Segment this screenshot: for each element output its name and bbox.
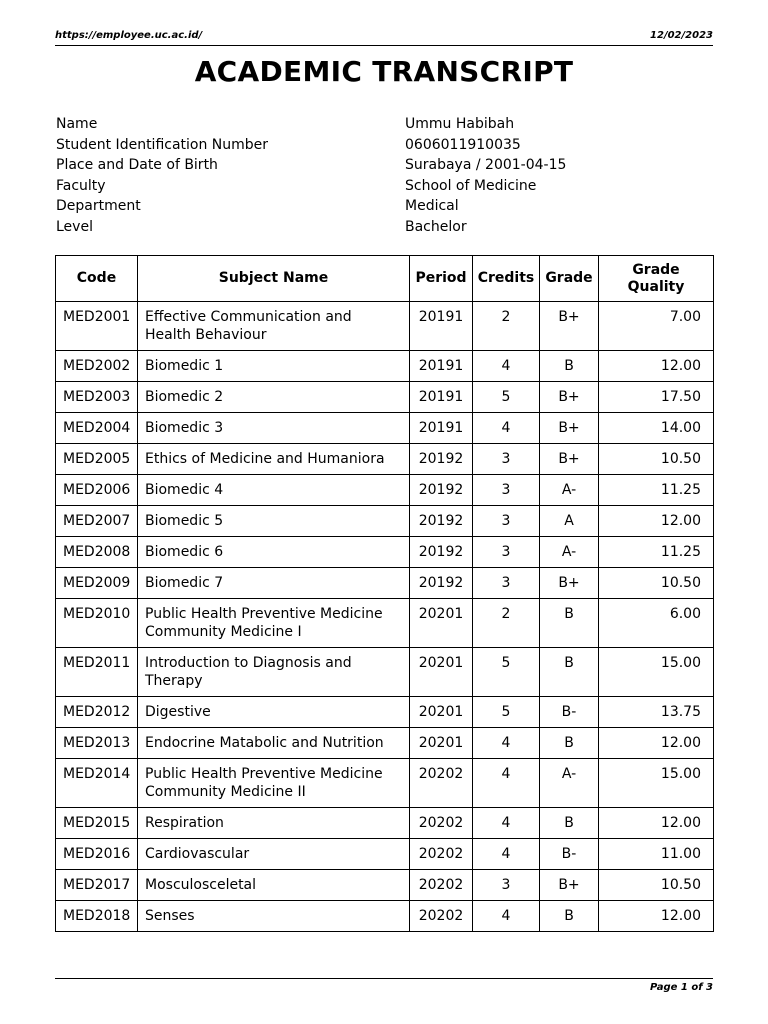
info-value: Ummu Habibah [405, 116, 515, 132]
cell-grade-quality: 12.00 [599, 728, 714, 759]
cell-grade: A- [540, 475, 599, 506]
cell-grade-quality: 12.00 [599, 808, 714, 839]
cell-period: 20201 [410, 728, 473, 759]
cell-code: MED2006 [56, 475, 138, 506]
cell-code: MED2010 [56, 599, 138, 648]
print-date: 12/02/2023 [650, 30, 713, 41]
cell-credits: 3 [473, 506, 540, 537]
cell-grade-quality: 14.00 [599, 413, 714, 444]
info-label: Department [56, 198, 141, 214]
table-row [56, 808, 714, 839]
cell-grade: B- [540, 697, 599, 728]
table-row [56, 382, 714, 413]
cell-subject: Public Health Preventive Medicine Community Medicine II [138, 759, 410, 808]
cell-subject: Biomedic 2 [138, 382, 410, 413]
grades-body [56, 302, 714, 932]
column-header-subject: Subject Name [138, 256, 410, 302]
info-row-name [56, 114, 716, 135]
cell-subject: Senses [138, 901, 410, 932]
cell-period: 20202 [410, 870, 473, 901]
table-row [56, 413, 714, 444]
cell-credits: 3 [473, 537, 540, 568]
page-header [55, 29, 713, 46]
cell-grade: B [540, 901, 599, 932]
cell-subject: Ethics of Medicine and Humaniora [138, 444, 410, 475]
cell-code: MED2004 [56, 413, 138, 444]
cell-code: MED2016 [56, 839, 138, 870]
cell-grade-quality: 10.50 [599, 568, 714, 599]
cell-subject: Mosculosceletal [138, 870, 410, 901]
cell-grade-quality: 10.50 [599, 444, 714, 475]
column-header-grade: Grade [540, 256, 599, 302]
cell-period: 20192 [410, 568, 473, 599]
table-row [56, 728, 714, 759]
table-row [56, 901, 714, 932]
table-row [56, 537, 714, 568]
info-value: 0606011910035 [405, 136, 521, 153]
cell-credits: 4 [473, 901, 540, 932]
cell-credits: 3 [473, 870, 540, 901]
student-info [56, 114, 716, 237]
cell-grade: B+ [540, 568, 599, 599]
cell-grade-quality: 11.25 [599, 475, 714, 506]
cell-code: MED2002 [56, 351, 138, 382]
cell-subject: Respiration [138, 808, 410, 839]
cell-period: 20202 [410, 901, 473, 932]
cell-grade-quality: 17.50 [599, 382, 714, 413]
cell-period: 20202 [410, 808, 473, 839]
cell-code: MED2009 [56, 568, 138, 599]
info-label: Place and Date of Birth [56, 157, 218, 173]
cell-credits: 2 [473, 599, 540, 648]
info-row-faculty [56, 176, 716, 197]
cell-subject: Biomedic 3 [138, 413, 410, 444]
cell-grade-quality: 12.00 [599, 506, 714, 537]
cell-grade: B [540, 808, 599, 839]
info-label: Level [56, 218, 93, 235]
cell-credits: 3 [473, 444, 540, 475]
cell-code: MED2015 [56, 808, 138, 839]
cell-period: 20192 [410, 444, 473, 475]
cell-credits: 4 [473, 759, 540, 808]
table-row [56, 568, 714, 599]
cell-grade-quality: 7.00 [599, 302, 714, 351]
table-header-row [56, 256, 714, 302]
cell-grade: A [540, 506, 599, 537]
cell-grade: B+ [540, 413, 599, 444]
cell-grade-quality: 12.00 [599, 901, 714, 932]
page-url: https://employee.uc.ac.id/ [55, 30, 203, 41]
cell-subject: Digestive [138, 697, 410, 728]
cell-subject: Introduction to Diagnosis and Therapy [138, 648, 410, 697]
cell-credits: 5 [473, 697, 540, 728]
cell-grade-quality: 15.00 [599, 648, 714, 697]
info-row-birth [56, 155, 716, 176]
cell-grade: B+ [540, 302, 599, 351]
cell-period: 20192 [410, 506, 473, 537]
cell-credits: 3 [473, 475, 540, 506]
cell-grade-quality: 13.75 [599, 697, 714, 728]
column-header-code: Code [56, 256, 138, 302]
table-row [56, 648, 714, 697]
info-value: Bachelor [405, 218, 467, 235]
cell-period: 20191 [410, 413, 473, 444]
cell-credits: 4 [473, 728, 540, 759]
cell-grade: B [540, 648, 599, 697]
cell-subject: Public Health Preventive Medicine Community Medicine I [138, 599, 410, 648]
document-title: ACADEMIC TRANSCRIPT [194, 55, 574, 88]
cell-grade-quality: 11.00 [599, 839, 714, 870]
cell-grade-quality: 6.00 [599, 599, 714, 648]
cell-credits: 4 [473, 413, 540, 444]
cell-credits: 3 [473, 568, 540, 599]
column-header-credits: Credits [473, 256, 540, 302]
cell-grade-quality: 12.00 [599, 351, 714, 382]
cell-credits: 5 [473, 648, 540, 697]
cell-credits: 5 [473, 382, 540, 413]
table-row [56, 302, 714, 351]
table-row [56, 599, 714, 648]
info-label: Student Identification Number [56, 136, 269, 153]
page-footer [55, 978, 713, 999]
table-row [56, 870, 714, 901]
cell-grade: B+ [540, 870, 599, 901]
cell-code: MED2008 [56, 537, 138, 568]
info-row-level [56, 217, 716, 238]
cell-subject: Endocrine Matabolic and Nutrition [138, 728, 410, 759]
cell-code: MED2011 [56, 648, 138, 697]
info-label: Faculty [56, 177, 106, 194]
cell-code: MED2007 [56, 506, 138, 537]
cell-code: MED2013 [56, 728, 138, 759]
cell-grade: B- [540, 839, 599, 870]
cell-code: MED2003 [56, 382, 138, 413]
info-value: Surabaya / 2001-04-15 [405, 157, 567, 173]
cell-code: MED2018 [56, 901, 138, 932]
cell-code: MED2001 [56, 302, 138, 351]
cell-grade: B [540, 728, 599, 759]
cell-credits: 4 [473, 839, 540, 870]
cell-period: 20201 [410, 599, 473, 648]
table-row [56, 506, 714, 537]
cell-code: MED2017 [56, 870, 138, 901]
table-row [56, 697, 714, 728]
cell-subject: Biomedic 4 [138, 475, 410, 506]
cell-subject: Biomedic 5 [138, 506, 410, 537]
cell-code: MED2005 [56, 444, 138, 475]
cell-subject: Biomedic 6 [138, 537, 410, 568]
cell-grade: B [540, 351, 599, 382]
cell-code: MED2012 [56, 697, 138, 728]
cell-subject: Biomedic 1 [138, 351, 410, 382]
cell-credits: 2 [473, 302, 540, 351]
column-header-grade-quality: Grade Quality [599, 256, 714, 302]
cell-subject: Effective Communication and Health Behaviour [138, 302, 410, 351]
cell-grade: B+ [540, 444, 599, 475]
cell-period: 20201 [410, 697, 473, 728]
cell-grade: B+ [540, 382, 599, 413]
cell-period: 20202 [410, 839, 473, 870]
cell-period: 20201 [410, 648, 473, 697]
cell-grade: A- [540, 537, 599, 568]
cell-grade: A- [540, 759, 599, 808]
info-row-department [56, 196, 716, 217]
cell-period: 20192 [410, 537, 473, 568]
grades-table [55, 255, 714, 932]
cell-grade-quality: 10.50 [599, 870, 714, 901]
cell-subject: Biomedic 7 [138, 568, 410, 599]
cell-grade-quality: 11.25 [599, 537, 714, 568]
cell-period: 20191 [410, 382, 473, 413]
table-row [56, 759, 714, 808]
cell-grade-quality: 15.00 [599, 759, 714, 808]
cell-code: MED2014 [56, 759, 138, 808]
cell-period: 20202 [410, 759, 473, 808]
cell-grade: B [540, 599, 599, 648]
table-row [56, 351, 714, 382]
info-value: Medical [405, 198, 459, 214]
cell-period: 20191 [410, 302, 473, 351]
cell-period: 20192 [410, 475, 473, 506]
table-row [56, 839, 714, 870]
cell-subject: Cardiovascular [138, 839, 410, 870]
table-row [56, 444, 714, 475]
column-header-period: Period [410, 256, 473, 302]
page-number: Page 1 of 3 [650, 982, 713, 993]
cell-credits: 4 [473, 351, 540, 382]
info-value: School of Medicine [405, 177, 537, 194]
table-row [56, 475, 714, 506]
info-label: Name [56, 116, 98, 132]
info-row-student-id [56, 135, 716, 156]
cell-credits: 4 [473, 808, 540, 839]
cell-period: 20191 [410, 351, 473, 382]
